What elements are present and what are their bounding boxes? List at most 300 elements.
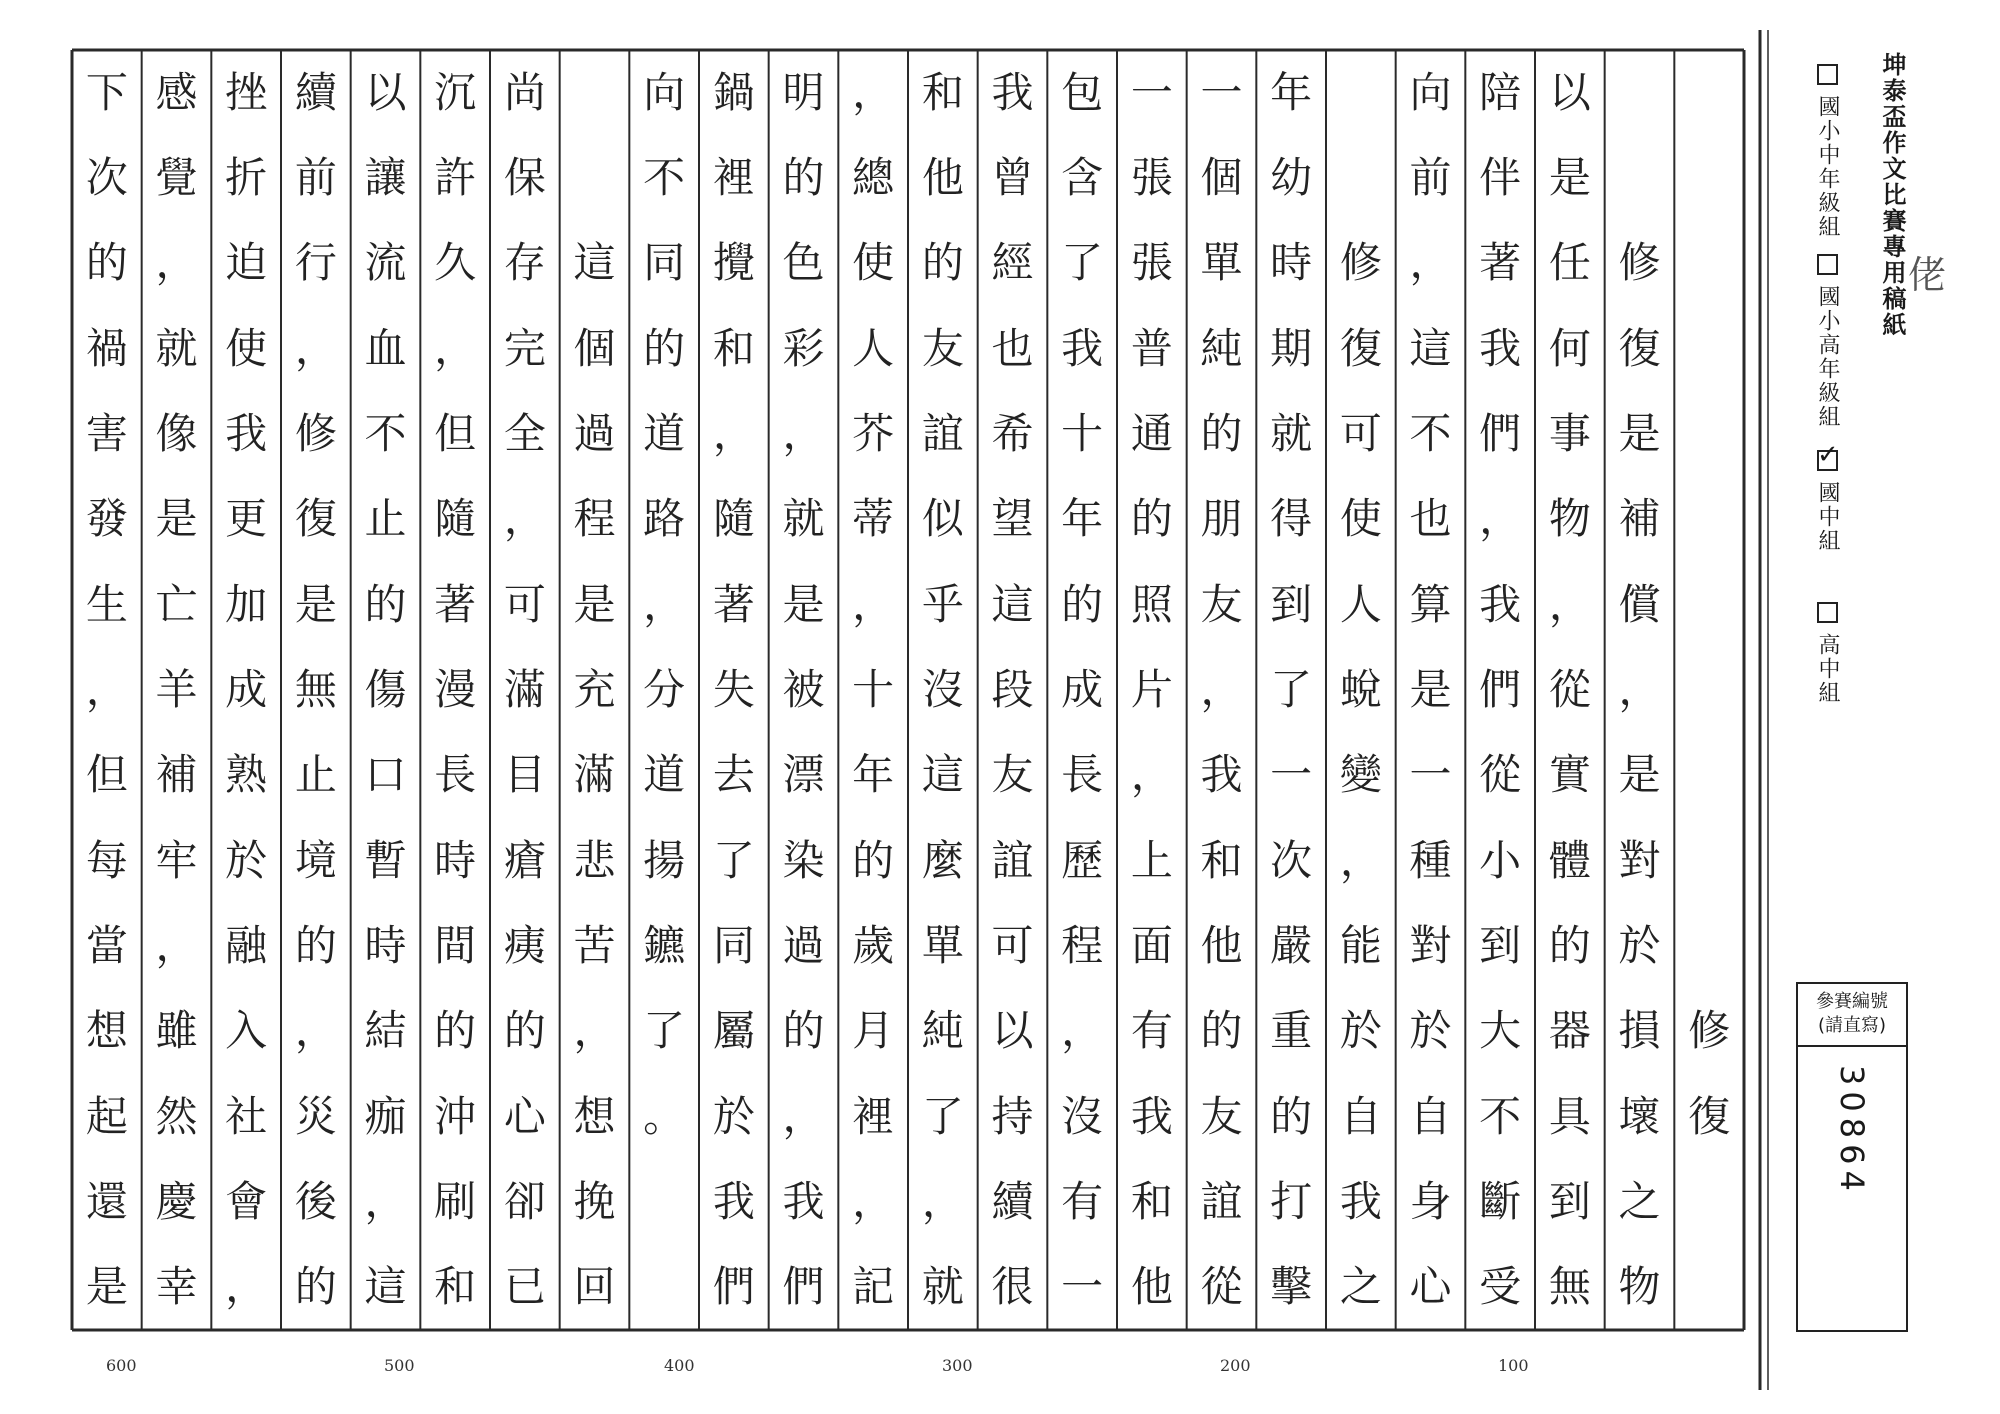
margin-handwriting: 佬 (1908, 253, 1947, 297)
character-cell: 純 (921, 1006, 964, 1056)
character-cell: ， (294, 1006, 337, 1056)
character-cell: 歷 (1061, 835, 1104, 885)
essay-column (1610, 60, 1670, 1321)
character-cell: 災 (294, 1091, 337, 1141)
character-cell: 修 (1618, 238, 1661, 288)
entry-number-header (1798, 984, 1906, 1047)
character-cell: 記 (852, 1262, 895, 1312)
character-cell: 一 (1130, 67, 1173, 117)
entry-number-instruction: (請直寫) (1817, 1015, 1887, 1037)
character-cell: 的 (364, 579, 407, 629)
character-cell: 續 (991, 1176, 1034, 1226)
character-cell: 片 (1130, 664, 1173, 714)
character-cell (1331, 145, 1391, 211)
character-cell: 痂 (364, 1091, 407, 1141)
category-option[interactable] (1812, 64, 1843, 239)
character-cell: 上 (1130, 835, 1173, 885)
character-cell: 。 (643, 1091, 686, 1141)
essay-column (843, 60, 903, 1321)
character-cell: 的 (85, 238, 128, 288)
character-cell: 壞 (1618, 1091, 1661, 1141)
check-mark-icon: ✓ (1817, 440, 1839, 470)
character-cell: 了 (712, 835, 755, 885)
paper-title: 坤泰盃作文比賽專用稿紙 (1878, 52, 1906, 338)
character-cell: 友 (1200, 1091, 1243, 1141)
character-cell: 期 (1270, 323, 1313, 373)
character-cell: 張 (1130, 238, 1173, 288)
character-cell: 的 (1548, 920, 1591, 970)
character-cell: 個 (1200, 152, 1243, 202)
character-cell: 隨 (712, 494, 755, 544)
character-cell: 單 (921, 920, 964, 970)
character-cell: 次 (85, 152, 128, 202)
essay-column (1401, 60, 1461, 1321)
category-checkbox[interactable] (1817, 440, 1839, 471)
character-cell: 覺 (155, 152, 198, 202)
character-cell: 使 (1339, 494, 1382, 544)
character-cell: ， (782, 408, 825, 458)
character-cell: ， (503, 494, 546, 544)
character-cell: 的 (503, 1006, 546, 1056)
character-cell: 許 (434, 152, 477, 202)
category-label: 國中組 (1815, 481, 1840, 553)
character-cell: 復 (1688, 1091, 1731, 1141)
character-cell: ， (852, 1176, 895, 1226)
character-cell: 的 (294, 1262, 337, 1312)
character-cell: 這 (573, 238, 616, 288)
character-cell (1679, 828, 1739, 894)
character-cell (1679, 572, 1739, 638)
character-cell: 損 (1618, 1006, 1661, 1056)
character-cell: 我 (782, 1176, 825, 1226)
character-cell: 對 (1618, 835, 1661, 885)
character-cell: 和 (712, 323, 755, 373)
entry-number-value[interactable]: 30864 (1833, 1064, 1871, 1197)
character-cell: 之 (1618, 1176, 1661, 1226)
character-cell: 有 (1061, 1176, 1104, 1226)
character-cell: 我 (991, 67, 1034, 117)
character-cell: 路 (643, 494, 686, 544)
character-cell: 過 (573, 408, 616, 458)
character-cell: 的 (1200, 408, 1243, 458)
character-cell: 沒 (921, 664, 964, 714)
character-cell: 我 (225, 408, 268, 458)
essay-column (774, 60, 834, 1321)
character-cell: 友 (921, 323, 964, 373)
character-cell: 全 (503, 408, 546, 458)
character-cell: 於 (712, 1091, 755, 1141)
character-cell: ， (155, 920, 198, 970)
character-cell: 口 (364, 750, 407, 800)
category-label: 國小高年級組 (1815, 285, 1840, 429)
character-cell: 經 (991, 238, 1034, 288)
character-cell: 慶 (155, 1176, 198, 1226)
character-cell: 是 (1409, 664, 1452, 714)
character-cell: 年 (1270, 67, 1313, 117)
character-cell: 是 (1548, 152, 1591, 202)
character-cell: 更 (225, 494, 268, 544)
essay-column (1540, 60, 1600, 1321)
essay-column (565, 60, 625, 1321)
character-cell: 的 (643, 323, 686, 373)
character-cell: 蒂 (852, 494, 895, 544)
character-cell: 但 (85, 750, 128, 800)
essay-column (1192, 60, 1252, 1321)
character-cell: 身 (1409, 1176, 1452, 1226)
character-cell: ， (852, 67, 895, 117)
character-cell: 擊 (1270, 1262, 1313, 1312)
character-cell: 想 (573, 1091, 616, 1141)
character-cell: 沒 (1061, 1091, 1104, 1141)
character-cell: 是 (573, 579, 616, 629)
character-cell (1679, 486, 1739, 552)
character-cell: 於 (225, 835, 268, 885)
essay-column (1331, 60, 1391, 1321)
character-cell: 被 (782, 664, 825, 714)
character-cell: 鑣 (643, 920, 686, 970)
character-cell: 這 (991, 579, 1034, 629)
character-cell: 沉 (434, 67, 477, 117)
character-cell: 希 (991, 408, 1034, 458)
essay-column (495, 60, 555, 1321)
character-cell: 友 (1200, 579, 1243, 629)
character-cell: 挽 (573, 1176, 616, 1226)
character-cell: 加 (225, 579, 268, 629)
character-cell: 於 (1409, 1006, 1452, 1056)
character-cell: 前 (1409, 152, 1452, 202)
character-cell: 自 (1339, 1091, 1382, 1141)
character-cell: 實 (1548, 750, 1591, 800)
character-cell: 也 (1409, 494, 1452, 544)
character-cell: 止 (364, 494, 407, 544)
character-cell: 暫 (364, 835, 407, 885)
character-cell: 攪 (712, 238, 755, 288)
character-cell: 分 (643, 664, 686, 714)
character-cell: 十 (1061, 408, 1104, 458)
character-cell: 流 (364, 238, 407, 288)
character-cell: 可 (1339, 408, 1382, 458)
character-cell: 然 (155, 1091, 198, 1141)
essay-column (704, 60, 764, 1321)
character-cell: 屬 (712, 1006, 755, 1056)
character-cell: 回 (573, 1262, 616, 1312)
character-cell: 發 (85, 494, 128, 544)
character-cell: 的 (1200, 1006, 1243, 1056)
character-cell: 面 (1130, 920, 1173, 970)
character-cell: ， (1479, 494, 1522, 544)
character-cell: 似 (921, 494, 964, 544)
character-cell: 普 (1130, 323, 1173, 373)
character-cell: 修 (1339, 238, 1382, 288)
character-cell: 使 (852, 238, 895, 288)
character-cell: 結 (364, 1006, 407, 1056)
character-cell: 前 (294, 152, 337, 202)
character-cell: 裡 (852, 1091, 895, 1141)
character-cell: 隨 (434, 494, 477, 544)
character-cell: 禍 (85, 323, 128, 373)
character-cell: 能 (1339, 920, 1382, 970)
character-cell: ， (782, 1091, 825, 1141)
character-cell: 但 (434, 408, 477, 458)
character-cell: 行 (294, 238, 337, 288)
character-cell: 久 (434, 238, 477, 288)
character-cell: 含 (1061, 152, 1104, 202)
character-cell: 和 (921, 67, 964, 117)
character-cell (1610, 60, 1670, 126)
character-cell: ， (921, 1176, 964, 1226)
character-cell: 芥 (852, 408, 895, 458)
character-cell: 誼 (921, 408, 964, 458)
character-cell: ， (1130, 750, 1173, 800)
character-cell (1679, 657, 1739, 723)
character-cell: 是 (1618, 408, 1661, 458)
category-checkbox[interactable] (1817, 602, 1838, 623)
character-cell: 的 (782, 152, 825, 202)
character-cell: 是 (85, 1262, 128, 1312)
character-cell: 我 (1479, 323, 1522, 373)
character-cell: 就 (921, 1262, 964, 1312)
character-cell: 卻 (503, 1176, 546, 1226)
character-cell (1679, 316, 1739, 382)
character-cell: 朋 (1200, 494, 1243, 544)
character-cell: 程 (1061, 920, 1104, 970)
essay-column (356, 60, 416, 1321)
character-cell: ， (85, 664, 128, 714)
character-cell: 就 (155, 323, 198, 373)
character-cell: 算 (1409, 579, 1452, 629)
category-checkbox[interactable] (1817, 254, 1838, 275)
character-cell: 向 (1409, 67, 1452, 117)
character-cell (1331, 60, 1391, 126)
character-cell: ， (225, 1262, 268, 1312)
character-cell: 像 (155, 408, 198, 458)
character-cell: 失 (712, 664, 755, 714)
character-cell: 和 (434, 1262, 477, 1312)
character-cell: 迫 (225, 238, 268, 288)
character-cell (1610, 145, 1670, 211)
character-cell: 具 (1548, 1091, 1591, 1141)
character-cell: 復 (294, 494, 337, 544)
character-cell: 刷 (434, 1176, 477, 1226)
character-cell (565, 60, 625, 126)
character-cell: 們 (782, 1262, 825, 1312)
character-cell: 一 (1061, 1262, 1104, 1312)
character-cell: 我 (1130, 1091, 1173, 1141)
character-cell: 們 (1479, 664, 1522, 714)
character-cell: 受 (1479, 1262, 1522, 1312)
character-cell: 是 (1618, 750, 1661, 800)
ruler-number: 200 (1220, 1356, 1251, 1375)
character-cell: 段 (991, 664, 1034, 714)
character-cell: 著 (712, 579, 755, 629)
character-cell: 自 (1409, 1091, 1452, 1141)
character-cell: 瘡 (503, 835, 546, 885)
character-cell: 同 (643, 238, 686, 288)
character-cell: ， (434, 323, 477, 373)
character-cell: 心 (503, 1091, 546, 1141)
character-cell: ， (643, 579, 686, 629)
character-cell: 裡 (712, 152, 755, 202)
character-cell: 陪 (1479, 67, 1522, 117)
entry-number-label: 參賽編號 (1816, 991, 1888, 1012)
ruler-number: 300 (942, 1356, 973, 1375)
category-option[interactable] (1812, 602, 1843, 705)
character-cell: 到 (1270, 579, 1313, 629)
character-cell: 不 (643, 152, 686, 202)
character-cell: 害 (85, 408, 128, 458)
character-cell (1679, 145, 1739, 211)
character-cell: 是 (155, 494, 198, 544)
character-cell: 同 (712, 920, 755, 970)
character-cell: 包 (1061, 67, 1104, 117)
character-cell: 揚 (643, 835, 686, 885)
character-cell: 還 (85, 1176, 128, 1226)
character-cell: ， (364, 1176, 407, 1226)
character-cell: 打 (1270, 1176, 1313, 1226)
character-cell: 後 (294, 1176, 337, 1226)
character-cell: 斷 (1479, 1176, 1522, 1226)
character-cell: 復 (1618, 323, 1661, 373)
character-cell: 單 (1200, 238, 1243, 288)
character-cell: 月 (852, 1006, 895, 1056)
character-cell: 無 (1548, 1262, 1591, 1312)
character-cell: 入 (225, 1006, 268, 1056)
character-cell: 著 (1479, 238, 1522, 288)
character-cell: 體 (1548, 835, 1591, 885)
character-cell: 修 (1688, 1006, 1731, 1056)
character-cell: 物 (1618, 1262, 1661, 1312)
character-cell: 的 (852, 835, 895, 885)
character-cell: 傷 (364, 664, 407, 714)
character-cell: 時 (364, 920, 407, 970)
character-cell: 了 (921, 1091, 964, 1141)
character-cell: 了 (1270, 664, 1313, 714)
essay-column (147, 60, 207, 1321)
character-cell: 羊 (155, 664, 198, 714)
character-cell: 我 (712, 1176, 755, 1226)
character-cell: 總 (852, 152, 895, 202)
character-cell: 續 (294, 67, 337, 117)
character-cell: 從 (1548, 664, 1591, 714)
character-cell: 幼 (1270, 152, 1313, 202)
character-cell: 無 (294, 664, 337, 714)
character-cell: ， (294, 323, 337, 373)
essay-column (77, 60, 137, 1321)
character-cell: 補 (1618, 494, 1661, 544)
character-cell: ， (1339, 835, 1382, 885)
character-cell: 每 (85, 835, 128, 885)
character-cell: 他 (921, 152, 964, 202)
character-cell: 尚 (503, 67, 546, 117)
ruler-number: 100 (1498, 1356, 1529, 1375)
character-cell: 修 (294, 408, 337, 458)
character-cell: 大 (1479, 1006, 1522, 1056)
character-cell: 友 (991, 750, 1034, 800)
character-cell: 時 (434, 835, 477, 885)
character-cell: 時 (1270, 238, 1313, 288)
character-cell: 當 (85, 920, 128, 970)
character-cell: 止 (294, 750, 337, 800)
character-cell: 幸 (155, 1262, 198, 1312)
character-cell: 的 (434, 1006, 477, 1056)
character-cell: 這 (1409, 323, 1452, 373)
character-cell: 了 (1061, 238, 1104, 288)
character-cell: 一 (1409, 750, 1452, 800)
character-cell: 亡 (155, 579, 198, 629)
character-cell: 之 (1339, 1262, 1382, 1312)
character-cell: 得 (1270, 494, 1313, 544)
character-cell: 誼 (991, 835, 1034, 885)
character-cell: 不 (1479, 1091, 1522, 1141)
character-cell: 償 (1618, 579, 1661, 629)
essay-column (1261, 60, 1321, 1321)
character-cell: 個 (573, 323, 616, 373)
character-cell: 了 (643, 1006, 686, 1056)
category-option[interactable] (1812, 440, 1843, 553)
character-cell: ， (1618, 664, 1661, 714)
essay-column (913, 60, 973, 1321)
character-cell: 是 (782, 579, 825, 629)
character-cell (565, 145, 625, 211)
character-cell: 的 (921, 238, 964, 288)
character-cell: 也 (991, 323, 1034, 373)
character-cell: 我 (1061, 323, 1104, 373)
character-cell: 他 (1130, 1262, 1173, 1312)
character-cell: 的 (1270, 1091, 1313, 1141)
character-cell: 歲 (852, 920, 895, 970)
character-cell: 以 (364, 67, 407, 117)
character-cell (1679, 742, 1739, 808)
character-cell: 著 (434, 579, 477, 629)
category-checkbox[interactable] (1817, 64, 1838, 85)
character-cell: 折 (225, 152, 268, 202)
character-cell: 融 (225, 920, 268, 970)
character-cell: 我 (1339, 1176, 1382, 1226)
character-cell: 次 (1270, 835, 1313, 885)
character-cell: 就 (782, 494, 825, 544)
character-cell: 牢 (155, 835, 198, 885)
character-cell: 從 (1479, 750, 1522, 800)
character-cell: ， (155, 238, 198, 288)
character-cell: 程 (573, 494, 616, 544)
character-cell: 的 (782, 1006, 825, 1056)
character-cell: 是 (294, 579, 337, 629)
character-cell: 器 (1548, 1006, 1591, 1056)
character-cell: 這 (921, 750, 964, 800)
character-cell (1679, 60, 1739, 126)
character-cell: 我 (1200, 750, 1243, 800)
character-cell: 成 (1061, 664, 1104, 714)
character-cell: 讓 (364, 152, 407, 202)
essay-column (1122, 60, 1182, 1321)
character-cell: 完 (503, 323, 546, 373)
category-option[interactable] (1812, 254, 1843, 429)
character-cell: 可 (503, 579, 546, 629)
character-cell: 事 (1548, 408, 1591, 458)
character-cell: 從 (1200, 1262, 1243, 1312)
character-cell: 悲 (573, 835, 616, 885)
character-cell: 種 (1409, 835, 1452, 885)
character-cell: ， (1548, 579, 1591, 629)
character-cell: 到 (1479, 920, 1522, 970)
character-cell: 漫 (434, 664, 477, 714)
character-cell: 於 (1339, 1006, 1382, 1056)
character-cell: 滿 (503, 664, 546, 714)
character-cell: 漂 (782, 750, 825, 800)
essay-column (634, 60, 694, 1150)
character-cell: 道 (643, 408, 686, 458)
character-cell: ， (1061, 1006, 1104, 1056)
